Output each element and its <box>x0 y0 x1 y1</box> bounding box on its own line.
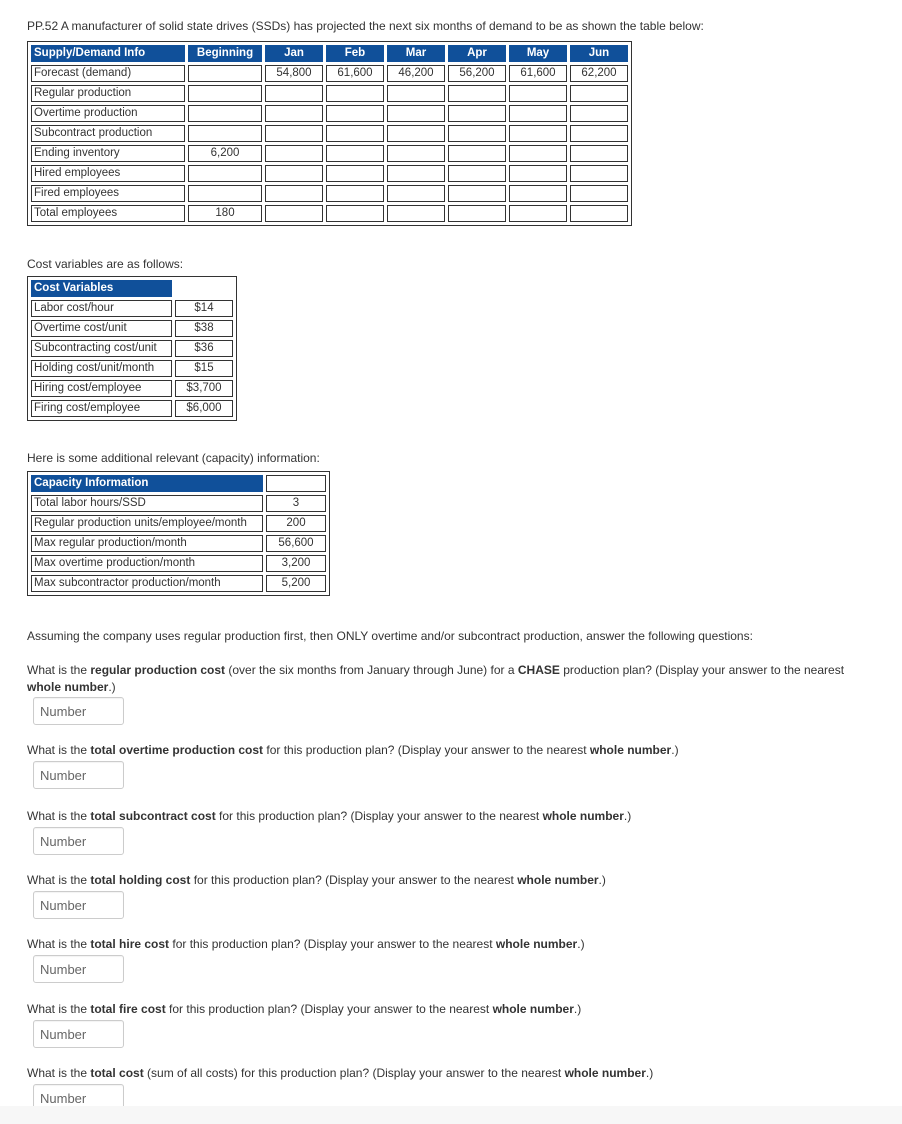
month-cell <box>570 145 628 162</box>
question-fragment: What is the <box>27 937 91 951</box>
cost-variables-table <box>27 276 237 421</box>
capacity-table-row <box>31 535 326 552</box>
question-fragment: What is the <box>27 663 91 677</box>
question-text <box>27 1065 857 1082</box>
question-emphasis: whole number <box>589 743 672 757</box>
cost-variables-label: Cost variables are as follows: <box>27 257 184 271</box>
question-fragment: .) <box>645 1066 654 1080</box>
question-fragment: .) <box>108 680 116 694</box>
month-cell <box>326 105 384 122</box>
cost-table-row <box>31 340 233 357</box>
month-cell <box>448 205 506 222</box>
question-emphasis: total subcontract cost <box>90 809 216 823</box>
question-fragment: .) <box>598 873 606 887</box>
question-emphasis: regular production cost <box>90 663 226 677</box>
month-cell <box>570 205 628 222</box>
month-cell <box>448 125 506 142</box>
header-mar: Mar <box>387 45 445 62</box>
question-fragment: .) <box>671 743 679 757</box>
question-emphasis: whole number <box>517 873 599 887</box>
cost-label: Subcontracting cost/unit <box>31 340 172 357</box>
supply-table-row <box>31 205 628 222</box>
question-emphasis: total fire cost <box>90 1002 166 1016</box>
month-cell: 62,200 <box>570 65 628 82</box>
question-emphasis: total overtime production cost <box>90 743 264 757</box>
header-supply-demand-info: Supply/Demand Info <box>31 45 185 62</box>
supply-table-row <box>31 165 628 182</box>
month-cell <box>509 165 567 182</box>
question-fragment: .) <box>577 937 585 951</box>
answer-input[interactable] <box>33 761 124 789</box>
month-cell <box>509 205 567 222</box>
question-emphasis: whole number <box>27 680 109 694</box>
cost-table-row <box>31 320 233 337</box>
month-cell <box>265 165 323 182</box>
footer-band <box>0 1106 902 1124</box>
capacity-table-row <box>31 515 326 532</box>
header-apr: Apr <box>448 45 506 62</box>
answer-input[interactable] <box>33 827 124 855</box>
month-cell <box>509 125 567 142</box>
row-label: Hired employees <box>31 165 185 182</box>
question-emphasis: whole number <box>564 1066 646 1080</box>
month-cell <box>326 205 384 222</box>
capacity-value: 3,200 <box>266 555 326 572</box>
cost-label: Overtime cost/unit <box>31 320 172 337</box>
capacity-info-table <box>27 471 330 596</box>
header-capacity-information: Capacity Information <box>31 475 263 492</box>
month-cell <box>448 165 506 182</box>
capacity-label: Max overtime production/month <box>31 555 263 572</box>
cost-value: $6,000 <box>175 400 233 417</box>
question-fragment: for this production plan? (Display your answer to the nearest <box>190 873 518 887</box>
capacity-info-label: Here is some additional relevant (capacity) information: <box>27 451 320 465</box>
month-cell <box>387 145 445 162</box>
header-jun: Jun <box>570 45 628 62</box>
month-cell: 46,200 <box>387 65 445 82</box>
assumption-text: Assuming the company uses regular production first, then ONLY overtime and/or subcontract production, answer the following questions: <box>27 629 753 643</box>
month-cell <box>448 105 506 122</box>
question-emphasis: total cost <box>90 1066 144 1080</box>
beginning-cell: 180 <box>188 205 262 222</box>
cost-label: Firing cost/employee <box>31 400 172 417</box>
cost-label: Holding cost/unit/month <box>31 360 172 377</box>
capacity-value: 200 <box>266 515 326 532</box>
capacity-label: Max subcontractor production/month <box>31 575 263 592</box>
capacity-table-row <box>31 575 326 592</box>
question-text <box>27 936 857 953</box>
capacity-table-row <box>31 495 326 512</box>
supply-table-row <box>31 145 628 162</box>
month-cell <box>326 125 384 142</box>
header-capacity-blank <box>266 475 326 492</box>
month-cell <box>387 85 445 102</box>
beginning-cell <box>188 185 262 202</box>
month-cell <box>265 105 323 122</box>
header-beginning: Beginning <box>188 45 262 62</box>
question-emphasis: total hire cost <box>90 937 170 951</box>
question-fragment: .) <box>623 809 632 823</box>
month-cell <box>448 85 506 102</box>
cost-value: $15 <box>175 360 233 377</box>
row-label: Forecast (demand) <box>31 65 185 82</box>
month-cell <box>265 185 323 202</box>
row-label: Total employees <box>31 205 185 222</box>
question-fragment: (over the six months from January through June) for a <box>225 663 518 677</box>
capacity-value: 5,200 <box>266 575 326 592</box>
month-cell <box>570 105 628 122</box>
month-cell <box>387 165 445 182</box>
month-cell <box>265 85 323 102</box>
question-fragment: What is the <box>27 1066 91 1080</box>
answer-input[interactable] <box>33 1020 124 1048</box>
question-emphasis: whole number <box>542 809 624 823</box>
supply-table-header-row <box>31 45 628 62</box>
question-text <box>27 872 857 889</box>
question-emphasis: whole number <box>495 937 578 951</box>
header-jan: Jan <box>265 45 323 62</box>
month-cell <box>509 185 567 202</box>
month-cell: 54,800 <box>265 65 323 82</box>
cost-value: $3,700 <box>175 380 233 397</box>
question-text <box>27 662 857 696</box>
month-cell <box>387 125 445 142</box>
month-cell <box>509 85 567 102</box>
month-cell <box>570 165 628 182</box>
cost-label: Labor cost/hour <box>31 300 172 317</box>
capacity-label: Max regular production/month <box>31 535 263 552</box>
cost-table-row <box>31 400 233 417</box>
beginning-cell <box>188 85 262 102</box>
month-cell <box>265 145 323 162</box>
answer-input[interactable] <box>33 891 124 919</box>
row-label: Fired employees <box>31 185 185 202</box>
row-label: Overtime production <box>31 105 185 122</box>
cost-value: $38 <box>175 320 233 337</box>
cost-value: $36 <box>175 340 233 357</box>
question-fragment: .) <box>573 1002 582 1016</box>
question-fragment: for this production plan? (Display your answer to the nearest <box>169 937 496 951</box>
month-cell <box>570 85 628 102</box>
cost-table-row <box>31 380 233 397</box>
problem-intro: PP.52 A manufacturer of solid state drives (SSDs) has projected the next six months of demand to be as shown the table below: <box>27 19 704 33</box>
month-cell <box>265 205 323 222</box>
question-fragment: What is the <box>27 743 91 757</box>
cost-value: $14 <box>175 300 233 317</box>
supply-table-row <box>31 85 628 102</box>
month-cell <box>448 185 506 202</box>
beginning-cell: 6,200 <box>188 145 262 162</box>
question-fragment: for this production plan? (Display your answer to the nearest <box>165 1002 493 1016</box>
cost-table-row <box>31 360 233 377</box>
question-fragment: What is the <box>27 1002 91 1016</box>
month-cell: 61,600 <box>509 65 567 82</box>
month-cell <box>326 145 384 162</box>
month-cell <box>570 125 628 142</box>
supply-table-row <box>31 65 628 82</box>
month-cell <box>326 185 384 202</box>
header-feb: Feb <box>326 45 384 62</box>
row-label: Ending inventory <box>31 145 185 162</box>
capacity-value: 3 <box>266 495 326 512</box>
row-label: Subcontract production <box>31 125 185 142</box>
question-text <box>27 742 857 759</box>
month-cell <box>326 85 384 102</box>
month-cell <box>265 125 323 142</box>
capacity-value: 56,600 <box>266 535 326 552</box>
beginning-cell <box>188 105 262 122</box>
answer-input[interactable] <box>33 955 124 983</box>
question-fragment: What is the <box>27 809 91 823</box>
question-fragment: (sum of all costs) for this production plan? (Display your answer to the nearest <box>143 1066 565 1080</box>
question-fragment: for this production plan? (Display your answer to the nearest <box>215 809 543 823</box>
question-emphasis: total holding cost <box>90 873 191 887</box>
question-fragment: production plan? (Display your answer to the nearest <box>559 663 845 677</box>
question-text <box>27 808 857 825</box>
capacity-label: Total labor hours/SSD <box>31 495 263 512</box>
supply-table-row <box>31 125 628 142</box>
capacity-table-row <box>31 555 326 572</box>
month-cell <box>387 105 445 122</box>
question-fragment: What is the <box>27 873 91 887</box>
question-emphasis: CHASE <box>517 663 560 677</box>
month-cell <box>570 185 628 202</box>
month-cell <box>387 185 445 202</box>
supply-table-row <box>31 185 628 202</box>
beginning-cell <box>188 125 262 142</box>
supply-table-row <box>31 105 628 122</box>
supply-demand-table <box>27 41 632 226</box>
header-cost-variables: Cost Variables <box>31 280 172 297</box>
beginning-cell <box>188 165 262 182</box>
month-cell <box>509 145 567 162</box>
question-fragment: for this production plan? (Display your answer to the nearest <box>263 743 590 757</box>
capacity-label: Regular production units/employee/month <box>31 515 263 532</box>
question-text <box>27 1001 857 1018</box>
beginning-cell <box>188 65 262 82</box>
header-may: May <box>509 45 567 62</box>
month-cell <box>448 145 506 162</box>
month-cell <box>326 165 384 182</box>
cost-table-row <box>31 300 233 317</box>
cost-label: Hiring cost/employee <box>31 380 172 397</box>
answer-input[interactable] <box>33 697 124 725</box>
month-cell <box>509 105 567 122</box>
row-label: Regular production <box>31 85 185 102</box>
question-emphasis: whole number <box>492 1002 574 1016</box>
month-cell: 56,200 <box>448 65 506 82</box>
month-cell <box>387 205 445 222</box>
month-cell: 61,600 <box>326 65 384 82</box>
header-cost-blank <box>175 280 233 297</box>
